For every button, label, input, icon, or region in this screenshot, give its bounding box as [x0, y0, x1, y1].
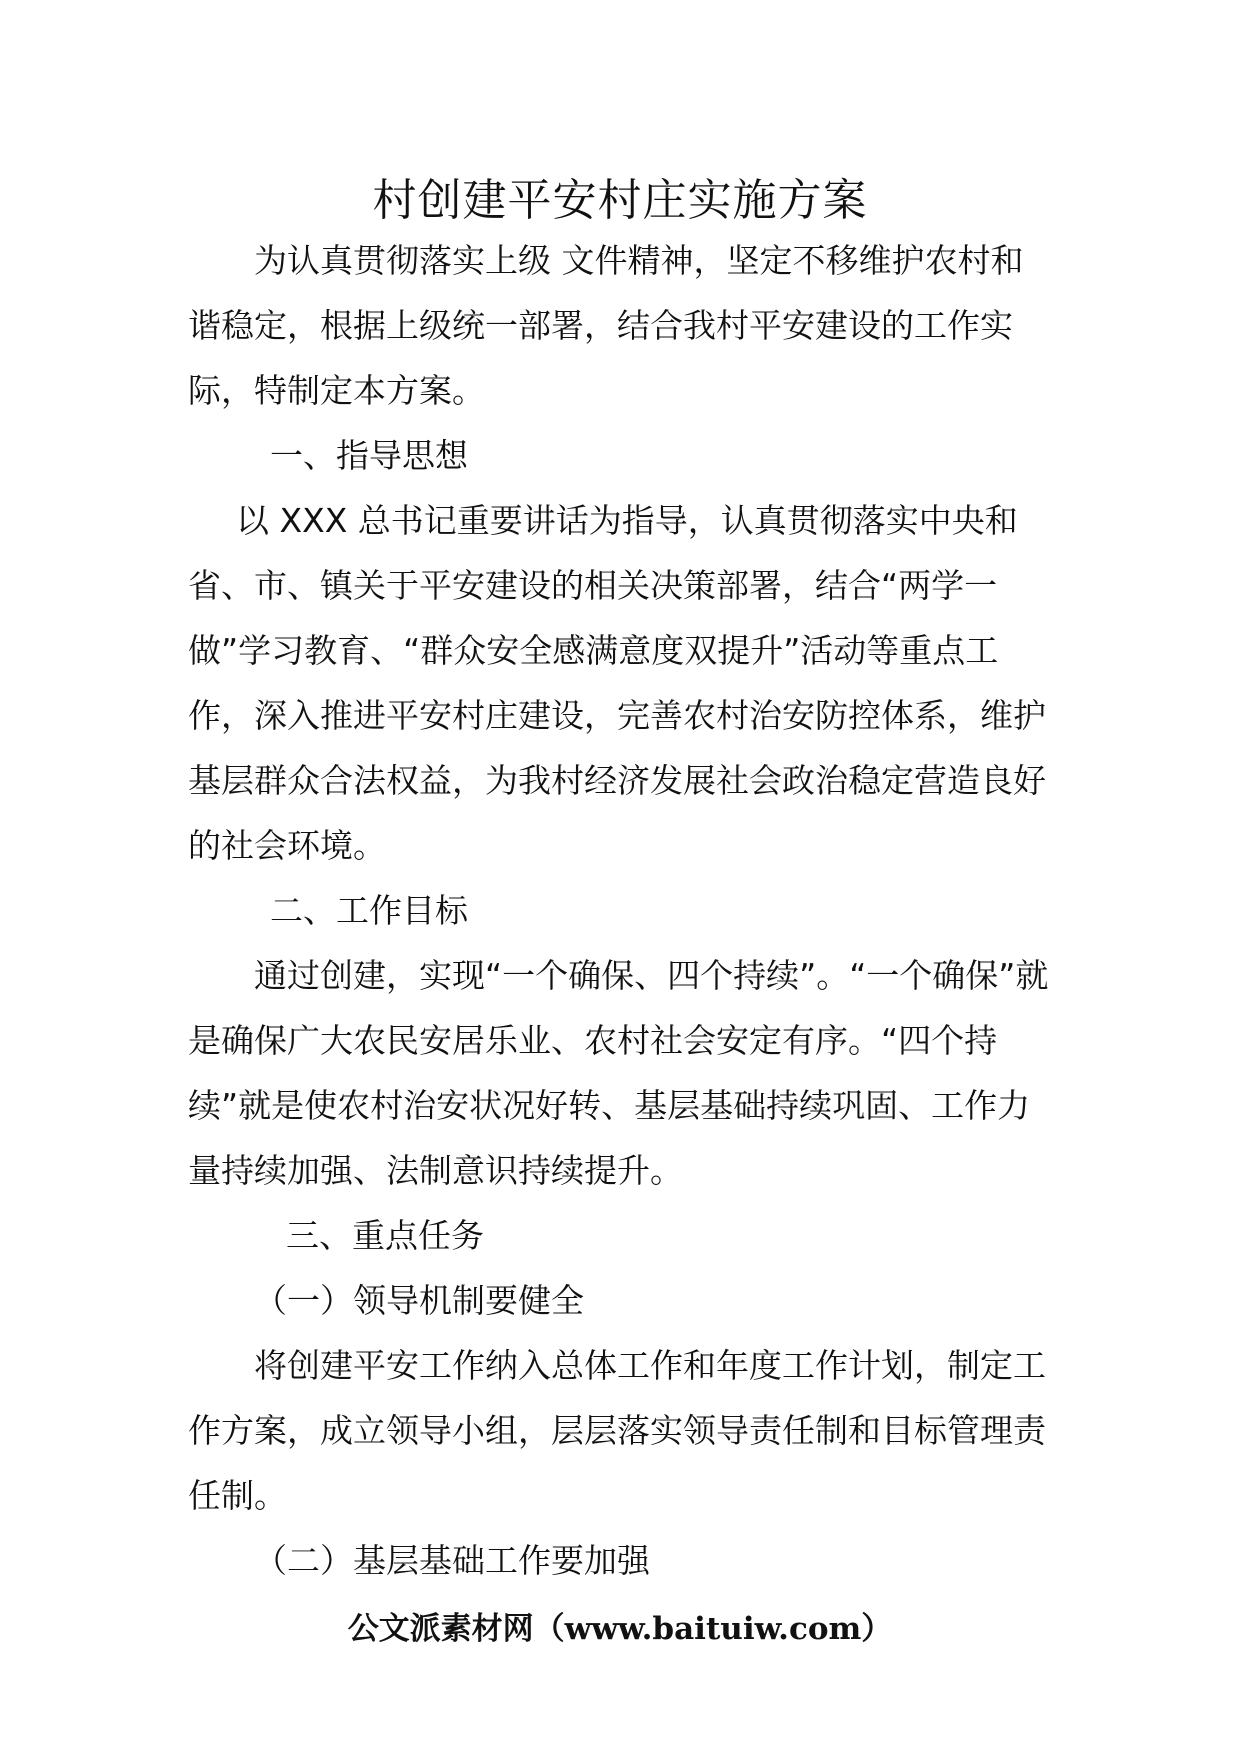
subsection-heading-1: （一）领导机制要健全 — [254, 1281, 584, 1320]
section-heading-2: 二、工作目标 — [270, 891, 468, 930]
section-heading-3: 三、重点任务 — [286, 1216, 484, 1255]
subsection-heading-2: （二）基层基础工作要加强 — [254, 1541, 650, 1580]
section-paragraph-2: 通过创建，实现“一个确保、四个持续”。“一个确保”就是确保广大农民安居乐业、农村社会安定有序。“四个持续”就是使农村治安状况好转、基层基础持续巩固、工作力量持续加强、法制意识持续提升。 — [188, 956, 1049, 1190]
footer-watermark: 公文派素材网（www.baituiw.com） — [347, 1611, 893, 1647]
section-heading-1: 一、指导思想 — [270, 436, 468, 475]
intro-paragraph: 为认真贯彻落实上级 文件精神，坚定不移维护农村和谐稳定，根据上级统一部署，结合我村平安建设的工作实际，特制定本方案。 — [188, 241, 1024, 410]
document-title: 村创建平安村庄实施方案 — [372, 175, 868, 226]
subsection-paragraph-1: 将创建平安工作纳入总体工作和年度工作计划，制定工作方案，成立领导小组，层层落实领导责任制和目标管理责任制。 — [188, 1346, 1046, 1515]
section-paragraph-1: 以 XXX 总书记重要讲话为指导，认真贯彻落实中央和省、市、镇关于平安建设的相关决策部署，结合“两学一做”学习教育、“群众安全感满意度双提升”活动等重点工作，深入推进平安村庄建设，完善农村治安防控体系，维护基层群众合法权益，为我村经济发展社会政治稳定营造良好的社会环境。 — [188, 501, 1046, 865]
document-body — [188, 228, 1054, 1593]
